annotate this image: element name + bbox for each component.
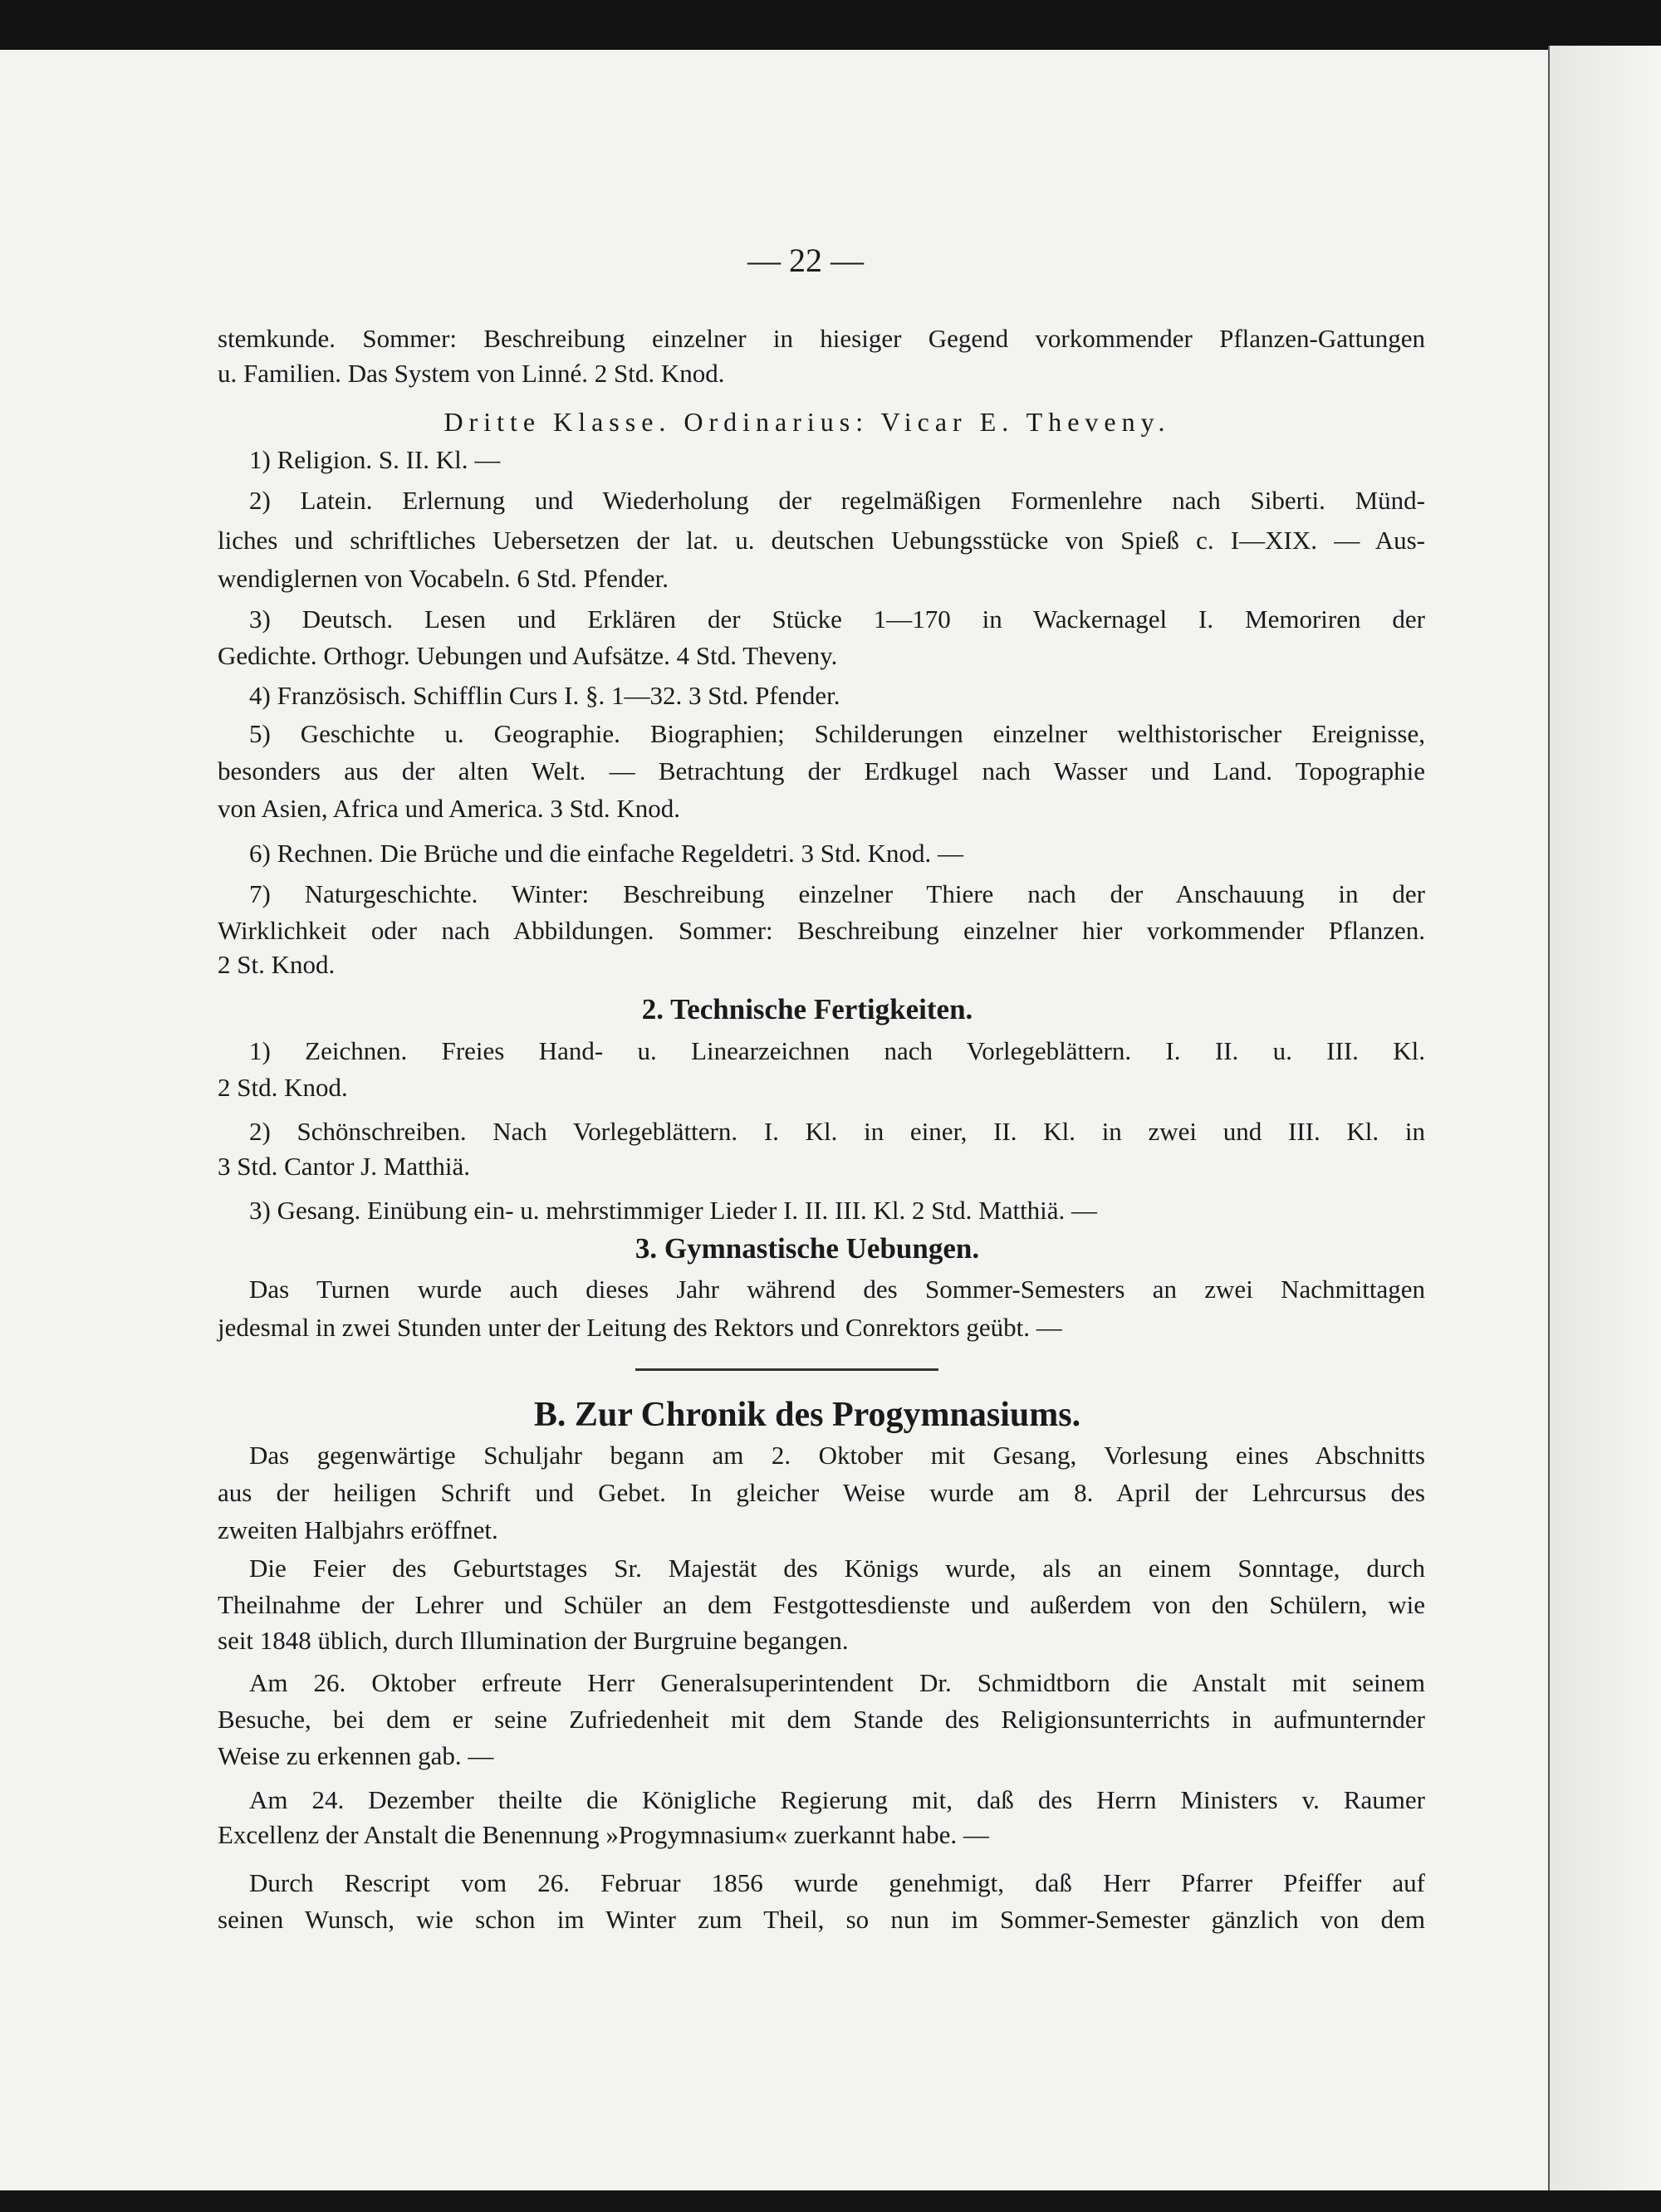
section-heading-gymnastische-uebungen: 3. Gymnastische Uebungen. [635,1232,980,1265]
text-line: 2 Std. Knod. [218,1073,348,1102]
text-line: 7) Naturgeschichte. Winter: Beschreibung einzelner Thiere nach der Anschauung in der [249,879,1425,908]
text-line: Excellenz der Anstalt die Benennung »Progymnasium« zuerkannt habe. — [218,1820,989,1849]
adjacent-page-edge [1550,46,1661,2196]
text-line: besonders aus der alten Welt. — Betrachtung der Erdkugel nach Wasser und Land. Topographie [218,756,1425,785]
text-line: 3) Deutsch. Lesen und Erklären der Stücke 1—170 in Wackernagel I. Memoriren der [249,604,1425,634]
text-line: Durch Rescript vom 26. Februar 1856 wurde genehmigt, daß Herr Pfarrer Pfeiffer auf [249,1868,1425,1897]
section-divider [635,1368,938,1371]
text-line: 3) Gesang. Einübung ein- u. mehrstimmiger Lieder I. II. III. Kl. 2 Std. Matthiä. — [249,1196,1098,1225]
text-line: Die Feier des Geburtstages Sr. Majestät des Königs wurde, als an einem Sonntage, durch [249,1554,1425,1583]
text-line: Am 24. Dezember theilte die Königliche Regierung mit, daß des Herrn Ministers v. Raumer [249,1785,1425,1814]
text-line: 2) Latein. Erlernung und Wiederholung der regelmäßigen Formenlehre nach Siberti. Münd- [249,486,1425,515]
text-line: 3 Std. Cantor J. Matthiä. [218,1152,470,1181]
text-line: Das Turnen wurde auch dieses Jahr während des Sommer-Semesters an zwei Nachmittagen [249,1275,1425,1304]
section-heading-chronik: B. Zur Chronik des Progymnasiums. [533,1396,1081,1434]
text-line: 2) Schönschreiben. Nach Vorlegeblättern. I. Kl. in einer, II. Kl. in zwei und III. Kl. in [249,1117,1425,1146]
text-line: seit 1848 üblich, durch Illumination der Burgruine begangen. [218,1626,849,1655]
text-line: Weise zu erkennen gab. — [218,1741,494,1770]
text-line: 5) Geschichte u. Geographie. Biographien; Schilderungen einzelner welthistorischer Ereignisse, [249,719,1425,748]
page-fold-line [1548,46,1550,2196]
text-line: Das gegenwärtige Schuljahr begann am 2. Oktober mit Gesang, Vorlesung eines Abschnitts [249,1441,1425,1470]
text-line: u. Familien. Das System von Linné. 2 Std. Knod. [218,359,725,388]
text-line: 6) Rechnen. Die Brüche und die einfache Regeldetri. 3 Std. Knod. — [249,839,964,868]
text-line: 2 St. Knod. [218,950,336,979]
text-line: stemkunde. Sommer: Beschreibung einzelner in hiesiger Gegend vorkommender Pflanzen-Gattungen [218,324,1425,353]
text-line: von Asien, Africa und America. 3 Std. Knod. [218,794,681,823]
text-line: aus der heiligen Schrift und Gebet. In gleicher Weise wurde am 8. April der Lehrcursus des [218,1478,1425,1507]
text-line: Am 26. Oktober erfreute Herr Generalsuperintendent Dr. Schmidtborn die Anstalt mit seinem [249,1668,1425,1697]
page-number: — 22 — [747,242,864,279]
text-line: 1) Zeichnen. Freies Hand- u. Linearzeichnen nach Vorlegeblättern. I. II. u. III. Kl. [249,1036,1425,1065]
text-line: seinen Wunsch, wie schon im Winter zum Theil, so nun im Sommer-Semester gänzlich von dem [218,1905,1425,1934]
scan-bottom-border [0,2190,1661,2212]
text-line: jedesmal in zwei Stunden unter der Leitung des Rektors und Conrektors geübt. — [218,1313,1062,1342]
text-line: 4) Französisch. Schifflin Curs I. §. 1—32. 3 Std. Pfender. [249,681,840,710]
scan-top-border [0,0,1661,50]
text-line: liches und schriftliches Uebersetzen der lat. u. deutschen Uebungsstücke von Spieß c. I—XIX. — Aus- [218,526,1425,555]
text-line: Wirklichkeit oder nach Abbildungen. Sommer: Beschreibung einzelner hier vorkommender Pflanzen. [218,916,1425,945]
text-line: 1) Religion. S. II. Kl. — [249,445,501,474]
text-line: Besuche, bei dem er seine Zufriedenheit mit dem Stande des Religionsunterrichts in aufmunternder [218,1705,1425,1734]
text-line: wendiglernen von Vocabeln. 6 Std. Pfender. [218,564,669,593]
text-line: Theilnahme der Lehrer und Schüler an dem Festgottesdienste und außerdem von den Schülern, wie [218,1590,1425,1619]
text-line: zweiten Halbjahrs eröffnet. [218,1515,498,1544]
text-line: Gedichte. Orthogr. Uebungen und Aufsätze. 4 Std. Theveny. [218,641,838,670]
section-heading-technische-fertigkeiten: 2. Technische Fertigkeiten. [641,993,973,1025]
section-heading-dritte-klasse: Dritte Klasse. Ordinarius: Vicar E. Theveny. [443,407,1171,437]
